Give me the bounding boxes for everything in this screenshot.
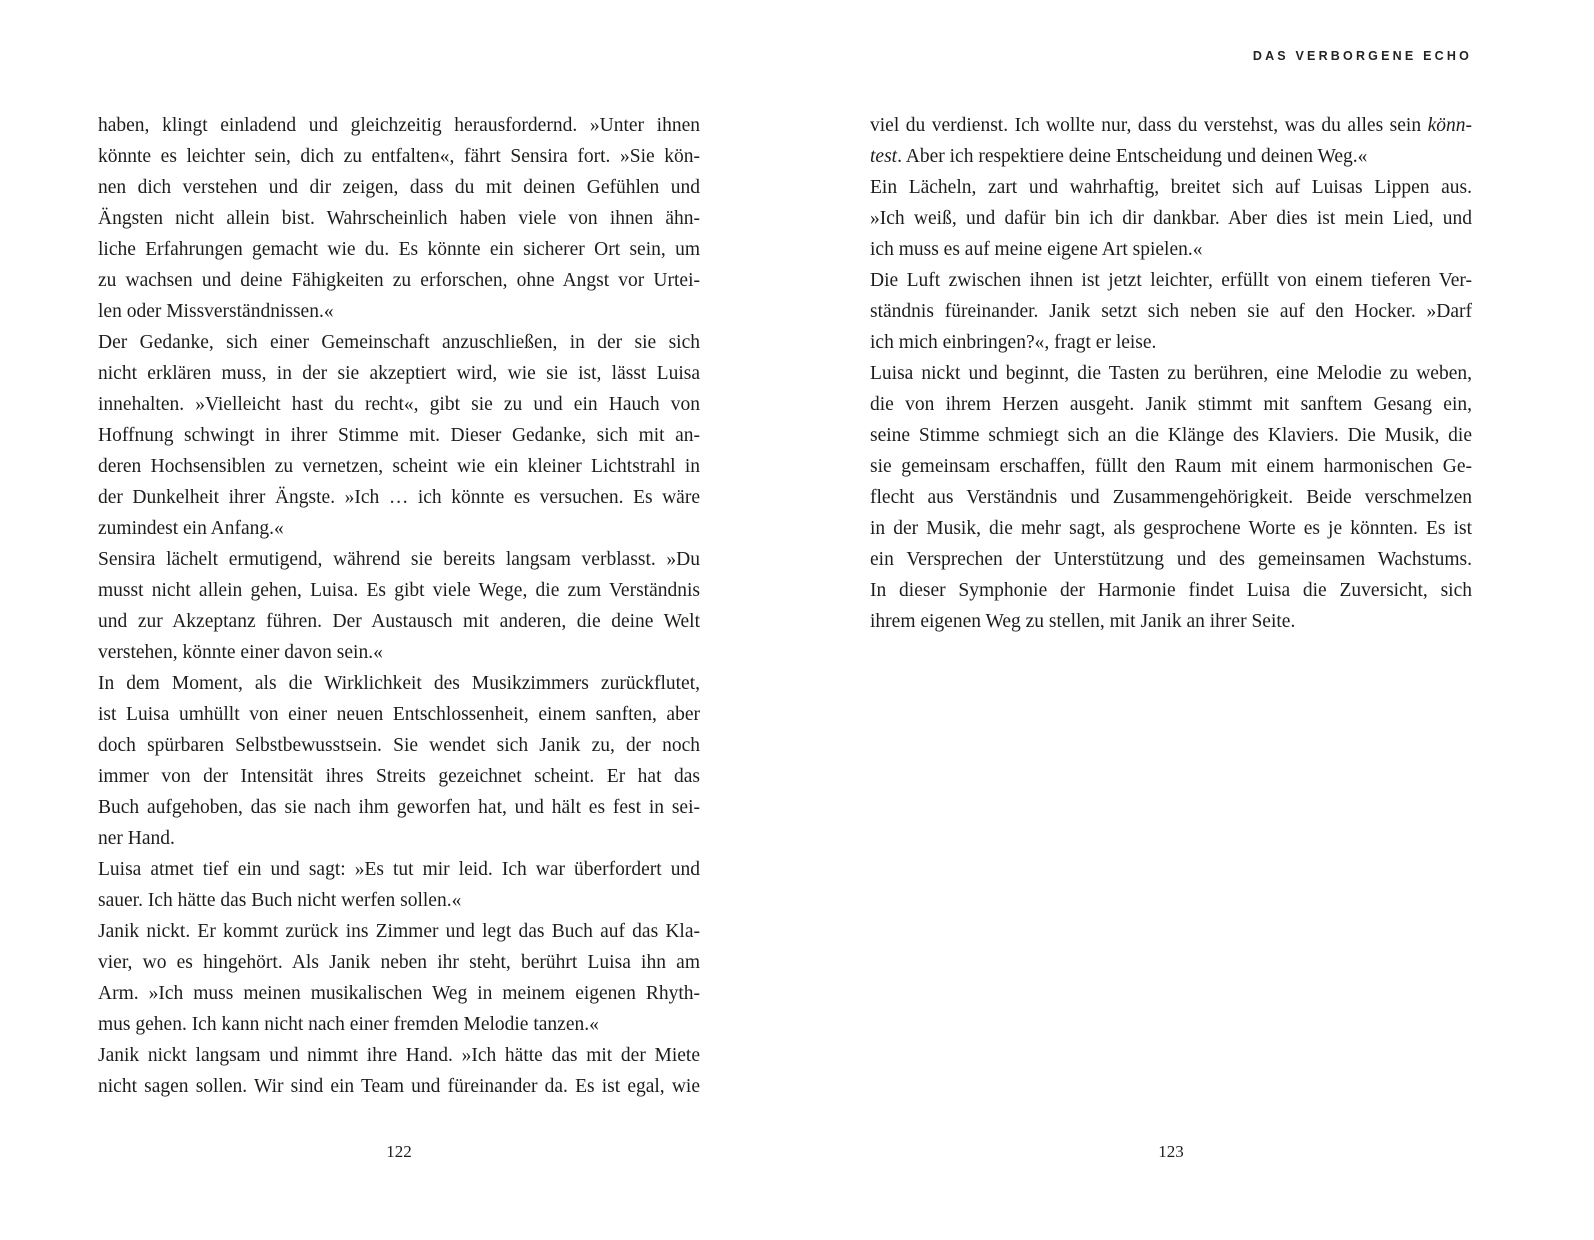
text-line: innehalten. »Vielleicht hast du recht«, gibt sie zu und ein Hauch von [98, 394, 700, 415]
text-line: doch spürbaren Selbstbewusstsein. Sie wendet sich Janik zu, der noch [98, 735, 700, 756]
text-line: immer von der Intensität ihres Streits gezeichnet scheint. Er hat das [98, 766, 700, 787]
text-line: ihrem eigenen Weg zu stellen, mit Janik an ihrer Seite. [870, 611, 1296, 632]
text-line: der Dunkelheit ihrer Ängste. »Ich … ich könnte es versuchen. Es wäre [98, 487, 700, 508]
text-line: die von ihrem Herzen ausgeht. Janik stimmt mit sanftem Gesang ein, [870, 394, 1472, 415]
text-line: ich muss es auf meine eigene Art spielen.« [870, 239, 1203, 260]
text-line: nicht sagen sollen. Wir sind ein Team und füreinander da. Es ist egal, wie [98, 1076, 700, 1097]
text-line: ner Hand. [98, 828, 175, 849]
text-line: ich mich einbringen?«, fragt er leise. [870, 332, 1157, 353]
text-line: Buch aufgehoben, das sie nach ihm geworfen hat, und hält es fest in sei- [98, 797, 700, 818]
text-line: Arm. »Ich muss meinen musikalischen Weg in meinem eigenen Rhyth- [98, 983, 700, 1004]
text-line: len oder Missverständnissen.« [98, 301, 334, 322]
text-line: vier, wo es hingehört. Als Janik neben ihr steht, berührt Luisa ihn am [98, 952, 700, 973]
text-line: musst nicht allein gehen, Luisa. Es gibt viele Wege, die zum Verständnis [98, 580, 700, 601]
text-line: Janik nickt langsam und nimmt ihre Hand. »Ich hätte das mit der Miete [98, 1045, 700, 1066]
text-line: und zur Akzeptanz führen. Der Austausch mit anderen, die deine Welt [98, 611, 700, 632]
text-line: seine Stimme schmiegt sich an die Klänge des Klaviers. Die Musik, die [870, 425, 1472, 446]
text-line: nen dich verstehen und dir zeigen, dass du mit deinen Gefühlen und [98, 177, 700, 198]
text-line: Hoffnung schwingt in ihrer Stimme mit. Dieser Gedanke, sich mit an- [98, 425, 700, 446]
text-line: könnte es leichter sein, dich zu entfalten«, fährt Sensira fort. »Sie kön- [98, 146, 700, 167]
text-line: verstehen, könnte einer davon sein.« [98, 642, 383, 663]
text-line: Luisa nickt und beginnt, die Tasten zu berühren, eine Melodie zu weben, [870, 363, 1472, 384]
text-line: In dieser Symphonie der Harmonie findet Luisa die Zuversicht, sich [870, 580, 1472, 601]
text-line: zumindest ein Anfang.« [98, 518, 284, 539]
text-line: ständnis füreinander. Janik setzt sich neben sie auf den Hocker. »Darf [870, 301, 1472, 322]
text-line: test. Aber ich respektiere deine Entscheidung und deinen Weg.« [870, 146, 1368, 167]
text-line: Ein Lächeln, zart und wahrhaftig, breitet sich auf Luisas Lippen aus. [870, 177, 1472, 198]
text-line: Luisa atmet tief ein und sagt: »Es tut mir leid. Ich war überfordert und [98, 859, 700, 880]
text-line: »Ich weiß, und dafür bin ich dir dankbar. Aber dies ist mein Lied, und [870, 208, 1472, 229]
running-header: DAS VERBORGENE ECHO [1252, 49, 1472, 63]
text-line: In dem Moment, als die Wirklichkeit des Musikzimmers zurückflutet, [98, 673, 700, 694]
text-line: zu wachsen und deine Fähigkeiten zu erforschen, ohne Angst vor Urtei- [98, 270, 700, 291]
text-line: Sensira lächelt ermutigend, während sie bereits langsam verblasst. »Du [98, 549, 700, 570]
text-line: flecht aus Verständnis und Zusammengehörigkeit. Beide verschmelzen [870, 487, 1472, 508]
text-line: mus gehen. Ich kann nicht nach einer fremden Melodie tanzen.« [98, 1014, 599, 1035]
text-line: Janik nickt. Er kommt zurück ins Zimmer und legt das Buch auf das Kla- [98, 921, 700, 942]
text-line: Ängsten nicht allein bist. Wahrscheinlich haben viele von ihnen ähn- [98, 208, 700, 229]
text-line: deren Hochsensiblen zu vernetzen, scheint wie ein kleiner Lichtstrahl in [98, 456, 700, 477]
text-line: haben, klingt einladend und gleichzeitig herausfordernd. »Unter ihnen [98, 115, 700, 136]
text-line: viel du verdienst. Ich wollte nur, dass du verstehst, was du alles sein könn- [870, 115, 1472, 136]
text-line: ein Versprechen der Unterstützung und des gemeinsamen Wachstums. [870, 549, 1472, 570]
left-page-text [98, 110, 700, 1102]
text-line: liche Erfahrungen gemacht wie du. Es könnte ein sicherer Ort sein, um [98, 239, 700, 260]
page-number-right: 123 [1158, 1142, 1184, 1161]
text-line: sie gemeinsam erschaffen, füllt den Raum mit einem harmonischen Ge- [870, 456, 1472, 477]
text-line: Die Luft zwischen ihnen ist jetzt leichter, erfüllt von einem tieferen Ver- [870, 270, 1472, 291]
page-number-left: 122 [386, 1142, 412, 1161]
text-line: ist Luisa umhüllt von einer neuen Entschlossenheit, einem sanften, aber [98, 704, 700, 725]
text-line: in der Musik, die mehr sagt, als gesprochene Worte es je könnten. Es ist [870, 518, 1472, 539]
text-line: nicht erklären muss, in der sie akzeptiert wird, wie sie ist, lässt Luisa [98, 363, 700, 384]
text-line: sauer. Ich hätte das Buch nicht werfen sollen.« [98, 890, 462, 911]
text-line: Der Gedanke, sich einer Gemeinschaft anzuschließen, in der sie sich [98, 332, 700, 353]
right-page-text [870, 110, 1472, 637]
